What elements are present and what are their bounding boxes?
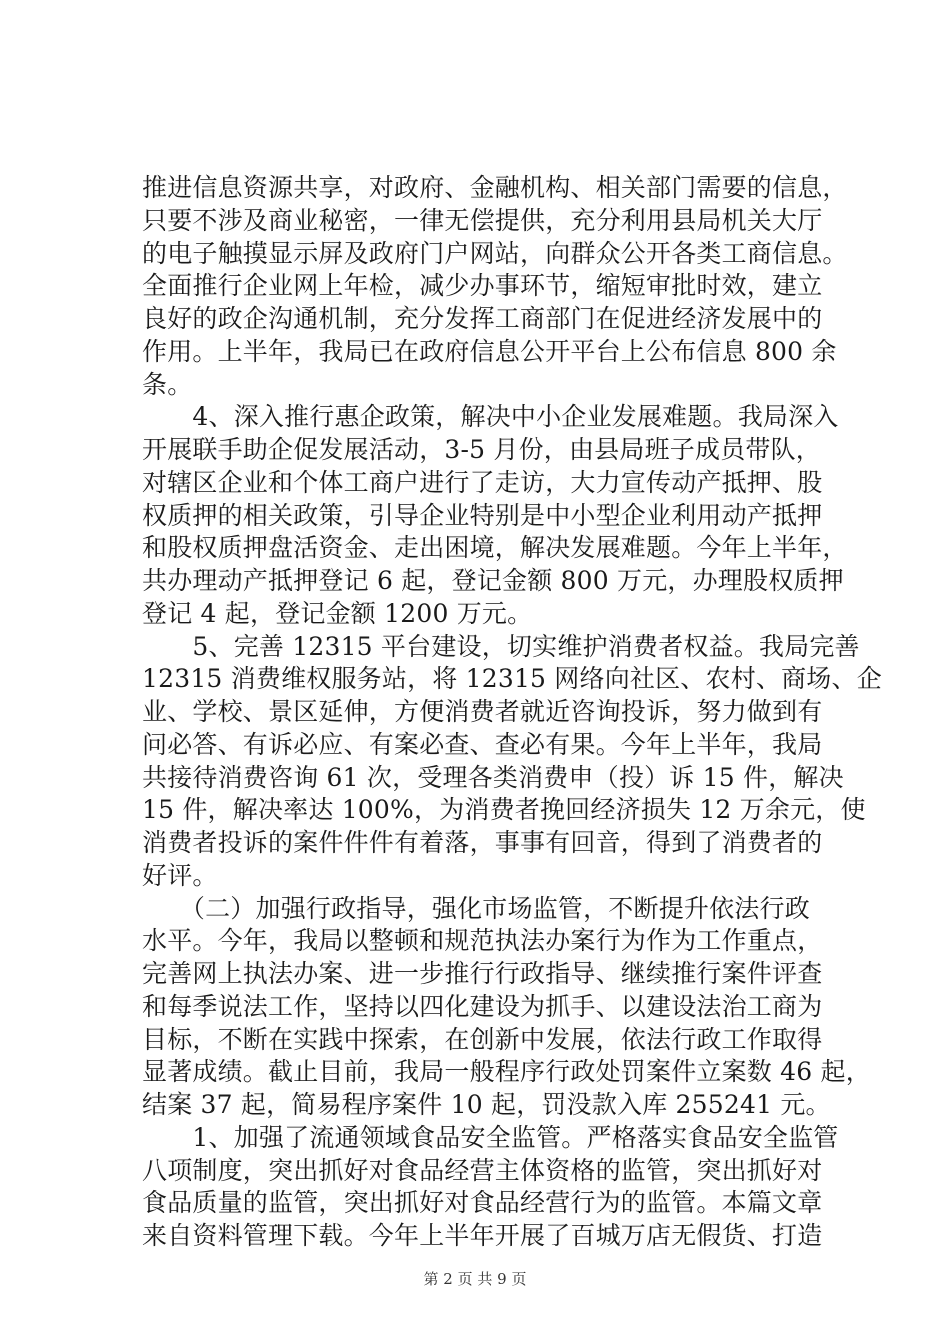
text-line: 八项制度，突出抓好对食品经营主体资格的监管，突出抓好对 bbox=[142, 1155, 823, 1185]
text-line: 消费者投诉的案件件件有着落，事事有回音，得到了消费者的 bbox=[142, 828, 823, 857]
text-line: 目标，不断在实践中探索，在创新中发展，依法行政工作取得 bbox=[142, 1024, 823, 1054]
text-line: 和每季说法工作，坚持以四化建设为抓手、以建设法治工商为 bbox=[142, 991, 823, 1021]
text-line: 作用。上半年，我局已在政府信息公开平台上公布信息 800 余 bbox=[142, 336, 837, 366]
text-line: 共接待消费咨询 61 次，受理各类消费申（投）诉 15 件，解决 bbox=[142, 762, 844, 792]
text-line: 水平。今年，我局以整顿和规范执法办案行为作为工作重点， bbox=[142, 926, 823, 956]
text-line: 开展联手助企促发展活动，3-5 月份，由县局班子成员带队， bbox=[142, 435, 822, 464]
text-line: 食品质量的监管，突出抓好对食品经营行为的监管。本篇文章 bbox=[142, 1188, 823, 1218]
text-line: 5、完善 12315 平台建设，切实维护消费者权益。我局完善 bbox=[142, 631, 860, 661]
text-line: 业、学校、景区延伸，方便消费者就近咨询投诉，努力做到有 bbox=[142, 697, 823, 726]
text-line: 来自资料管理下载。今年上半年开展了百城万店无假货、打造 bbox=[142, 1221, 823, 1250]
text-line: 推进信息资源共享，对政府、金融机构、相关部门需要的信息， bbox=[142, 173, 848, 202]
text-line: 1、加强了流通领域食品安全监管。严格落实食品安全监管 bbox=[142, 1122, 839, 1152]
text-line: 的电子触摸显示屏及政府门户网站，向群众公开各类工商信息。 bbox=[142, 238, 848, 268]
document-body bbox=[142, 172, 882, 1253]
text-line: 对辖区企业和个体工商户进行了走访，大力宣传动产抵押、股 bbox=[142, 467, 823, 497]
text-line: 条。 bbox=[142, 369, 193, 399]
text-line: 权质押的相关政策，引导企业特别是中小型企业利用动产抵押 bbox=[142, 500, 823, 530]
text-line: 和股权质押盘活资金、走出困境，解决发展难题。今年上半年， bbox=[142, 533, 848, 563]
text-line: 好评。 bbox=[142, 860, 218, 890]
text-line: 全面推行企业网上年检，减少办事环节，缩短审批时效，建立 bbox=[142, 271, 823, 301]
text-line: 完善网上执法办案、进一步推行行政指导、继续推行案件评查 bbox=[142, 959, 823, 988]
text-line: 4、深入推行惠企政策，解决中小企业发展难题。我局深入 bbox=[142, 402, 839, 432]
text-line: 问必答、有诉必应、有案必查、查必有果。今年上半年，我局 bbox=[142, 729, 823, 759]
text-line: 登记 4 起，登记金额 1200 万元。 bbox=[142, 598, 533, 628]
text-line: 显著成绩。截止目前，我局一般程序行政处罚案件立案数 46 起， bbox=[142, 1057, 871, 1087]
text-line: 良好的政企沟通机制，充分发挥工商部门在促进经济发展中的 bbox=[142, 304, 823, 333]
text-line: 12315 消费维权服务站，将 12315 网络向社区、农村、商场、企 bbox=[142, 664, 882, 694]
text-line: 共办理动产抵押登记 6 起，登记金额 800 万元，办理股权质押 bbox=[142, 566, 844, 595]
page-number-footer: 第 2 页 共 9 页 bbox=[423, 1270, 527, 1288]
text-line: 只要不涉及商业秘密，一律无偿提供，充分利用县局机关大厅 bbox=[142, 205, 823, 235]
text-line: 结案 37 起，简易程序案件 10 起，罚没款入库 255241 元。 bbox=[142, 1090, 831, 1119]
text-line: 15 件，解决率达 100%，为消费者挽回经济损失 12 万余元，使 bbox=[142, 795, 866, 825]
text-line: （二）加强行政指导，强化市场监管，不断提升依法行政 bbox=[142, 893, 810, 923]
